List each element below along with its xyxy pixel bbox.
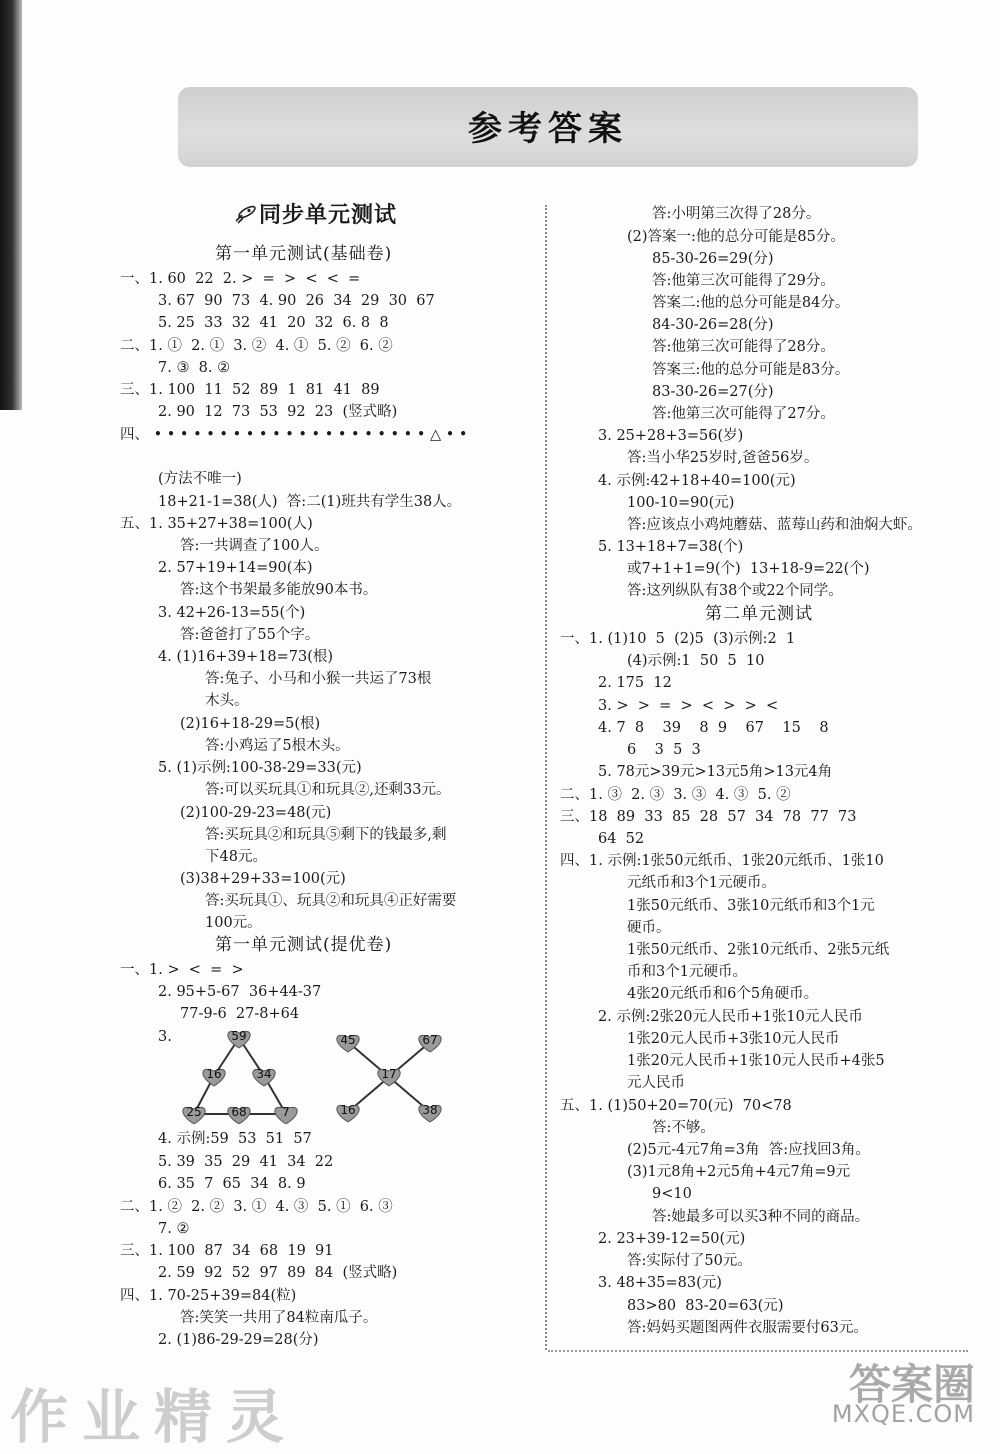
answer-line: 五、1. (1)50+20=70(元) 70<78 bbox=[560, 1098, 792, 1114]
answer-line: 答:小鸡运了5根木头。 bbox=[205, 738, 350, 754]
answer-line: 元纸币和3个1元硬币。 bbox=[627, 875, 776, 891]
answer-line: 下48元。 bbox=[205, 849, 267, 865]
subsection-title: 第一单元测试(基础卷) bbox=[215, 244, 393, 264]
answer-line: 或7+1+1=9(个) 13+18-9=22(个) bbox=[627, 561, 870, 577]
answer-line: 币和3个1元硬币。 bbox=[627, 964, 747, 980]
answer-line: 7. ② bbox=[158, 1221, 190, 1237]
answer-line: 2. 示例:2张20元人民币+1张10元人民币 bbox=[598, 1009, 863, 1025]
answer-line: 五、1. 35+27+38=100(人) bbox=[120, 516, 313, 532]
answer-line: 答:他第三次可能得了28分。 bbox=[652, 339, 835, 355]
book-spine-shadow bbox=[0, 0, 22, 410]
heart-number: 25 bbox=[186, 1105, 202, 1119]
answer-line: 三、1. 100 11 52 89 1 81 41 89 bbox=[120, 382, 380, 398]
answer-line: 2. 57+19+14=90(本) bbox=[158, 560, 313, 576]
watermark-left: 作业精灵 bbox=[10, 1383, 299, 1451]
answer-line: 1张50元纸币、2张10元纸币、2张5元纸 bbox=[627, 942, 890, 958]
answer-line: (3)38+29+33=100(元) bbox=[180, 871, 346, 887]
answer-line: 2. 23+39-12=50(元) bbox=[598, 1231, 746, 1247]
answer-line: (2)答案一:他的总分可能是85分。 bbox=[627, 229, 845, 245]
answer-line: 83-30-26=27(分) bbox=[652, 384, 774, 400]
answer-line: 4. 示例:59 53 51 57 bbox=[158, 1131, 312, 1147]
section-title: 同步单元测试 bbox=[259, 203, 398, 228]
answer-line: 4. 7 8 39 8 9 67 15 8 bbox=[598, 720, 829, 736]
answer-line: 木头。 bbox=[205, 693, 249, 709]
answer-line: 3. 25+28+3=56(岁) bbox=[598, 428, 744, 444]
answer-line: 5. 13+18+7=38(个) bbox=[598, 539, 744, 555]
answer-line: 答:当小华25岁时,爸爸56岁。 bbox=[627, 450, 819, 466]
answer-line: 答:她最多可以买3种不同的商品。 bbox=[652, 1209, 870, 1225]
answer-line: 18+21-1=38(人) 答:二(1)班共有学生38人。 bbox=[158, 494, 462, 510]
watermark-right: 答案圈 bbox=[848, 1360, 975, 1409]
answer-line: 3. > > = > < > > < bbox=[598, 698, 779, 714]
answer-line: 84-30-26=28(分) bbox=[652, 317, 774, 333]
answer-line: 答案二:他的总分可能是84分。 bbox=[652, 295, 850, 311]
answer-line: 答:一共调查了100人。 bbox=[180, 538, 329, 554]
answer-line: 85-30-26=29(分) bbox=[652, 251, 774, 267]
answer-line: 2. (1)86-29-29=28(分) bbox=[158, 1332, 319, 1348]
answer-line: 答案三:他的总分可能是83分。 bbox=[652, 362, 850, 378]
answer-line: 一、1. > < = > bbox=[120, 962, 244, 978]
answer-line: 6 3 5 3 bbox=[627, 742, 701, 758]
answer-line: (2)5元-4元7角=3角 答:应找回3角。 bbox=[627, 1142, 870, 1158]
answer-line: (4)示例:1 50 5 10 bbox=[627, 653, 765, 669]
answer-line: 3. 48+35=83(元) bbox=[598, 1275, 722, 1291]
answer-line: 4张20元纸币和6个5角硬币。 bbox=[627, 986, 819, 1002]
heart-number: 45 bbox=[340, 1033, 356, 1047]
column-divider bbox=[545, 205, 547, 1350]
answer-line: 二、1. ① 2. ① 3. ② 4. ① 5. ② 6. ② bbox=[120, 338, 393, 354]
answer-line: 77-9-6 27-8+64 bbox=[180, 1006, 300, 1022]
answer-line: 5. 39 35 29 41 34 22 bbox=[158, 1154, 334, 1170]
answer-line: 四、1. 示例:1张50元纸币、1张20元纸币、1张10 bbox=[560, 853, 884, 869]
heart-number: 34 bbox=[256, 1067, 272, 1081]
section-heading bbox=[233, 198, 397, 229]
heart-number: 16 bbox=[206, 1067, 222, 1081]
heart-number: 17 bbox=[381, 1067, 397, 1081]
answer-line: 64 52 bbox=[598, 831, 645, 847]
answer-line: 100-10=90(元) bbox=[627, 495, 735, 511]
answer-line: 答:可以买玩具①和玩具②,还剩33元。 bbox=[205, 782, 451, 798]
answer-line: 答:他第三次可能得了27分。 bbox=[652, 406, 835, 422]
heart-number: 16 bbox=[340, 1103, 356, 1117]
heart-number: 38 bbox=[422, 1103, 438, 1117]
answer-line: 四、1. 70-25+39=84(粒) bbox=[120, 1288, 297, 1304]
answer-line: 3. bbox=[158, 1029, 172, 1045]
answer-line: 答:爸爸打了55个字。 bbox=[180, 627, 320, 643]
answer-line: 3. 67 90 73 4. 90 26 34 29 30 67 bbox=[158, 293, 435, 309]
answer-line: 答:应该点小鸡炖蘑菇、蓝莓山药和油焖大虾。 bbox=[627, 517, 922, 533]
heart-number: 68 bbox=[231, 1105, 247, 1119]
title-banner bbox=[178, 87, 918, 167]
answer-line: 答:这个书架最多能放90本书。 bbox=[180, 582, 378, 598]
answer-line: 100元。 bbox=[205, 915, 262, 931]
answer-line: 3. 42+26-13=55(个) bbox=[158, 605, 306, 621]
answer-line: 5. 78元>39元>13元5角>13元4角 bbox=[598, 764, 833, 780]
answer-line: 1张20元人民币+1张10元人民币+4张5 bbox=[627, 1053, 885, 1069]
answer-line: 答:这列纵队有38个或22个同学。 bbox=[627, 583, 843, 599]
answer-line: 答:笑笑一共用了84粒南瓜子。 bbox=[180, 1310, 378, 1326]
answer-line: 二、1. ② 2. ② 3. ① 4. ③ 5. ① 6. ③ bbox=[120, 1199, 393, 1215]
answer-line: 三、18 89 33 85 28 57 34 78 77 73 bbox=[560, 809, 857, 825]
answer-line: 83>80 83-20=63(元) bbox=[627, 1298, 784, 1314]
rocket-icon bbox=[233, 204, 257, 224]
answer-line: 一、1. (1)10 5 (2)5 (3)示例:2 1 bbox=[560, 631, 796, 647]
answer-line: 答:实际付了50元。 bbox=[627, 1253, 752, 1269]
answer-line: 2. 59 92 52 97 89 84 (竖式略) bbox=[158, 1265, 398, 1281]
answer-line: 5. (1)示例:100-38-29=33(元) bbox=[158, 760, 362, 776]
answer-line: 4. 示例:42+18+40=100(元) bbox=[598, 473, 796, 489]
answer-line: 4. (1)16+39+18=73(根) bbox=[158, 649, 334, 665]
answer-line: 1张50元纸币、3张10元纸币和3个1元 bbox=[627, 898, 875, 914]
answer-line: (方法不唯一) bbox=[158, 471, 242, 487]
answer-line: 7. ③ 8. ② bbox=[158, 360, 231, 376]
answer-line: 2. 90 12 73 53 92 23 (竖式略) bbox=[158, 404, 398, 420]
answer-line: 答:他第三次可能得了29分。 bbox=[652, 273, 835, 289]
answer-line: 答:买玩具①、玩具②和玩具④正好需要 bbox=[205, 893, 457, 909]
answer-line: 答:不够。 bbox=[652, 1120, 715, 1136]
heart-number: 67 bbox=[422, 1033, 438, 1047]
answer-line: 答:买玩具②和玩具⑤剩下的钱最多,剩 bbox=[205, 827, 447, 843]
subsection-title: 第一单元测试(提优卷) bbox=[215, 935, 393, 955]
answer-line: 三、1. 100 87 34 68 19 91 bbox=[120, 1243, 334, 1259]
answer-line: 5. 25 33 32 41 20 32 6. 8 8 bbox=[158, 315, 389, 331]
answer-line: 硬币。 bbox=[627, 920, 671, 936]
answer-line: (3)1元8角+2元5角+4元7角=9元 bbox=[627, 1164, 851, 1180]
answer-line: 一、1. 60 22 2. > = > < < = bbox=[120, 271, 361, 287]
answer-line: 答:小明第三次得了28分。 bbox=[652, 206, 821, 222]
answer-line: 答:兔子、小马和小猴一共运了73根 bbox=[205, 671, 432, 687]
answer-line: 2. 175 12 bbox=[598, 675, 672, 691]
answer-line: 2. 95+5-67 36+44-37 bbox=[158, 984, 322, 1000]
answer-line: 答:妈妈买题图两件衣服需要付63元。 bbox=[627, 1320, 868, 1336]
answer-line: 二、1. ③ 2. ③ 3. ③ 4. ③ 5. ② bbox=[560, 787, 791, 803]
heart-number: 7 bbox=[282, 1105, 290, 1119]
answer-line: 6. 35 7 65 34 8. 9 bbox=[158, 1176, 306, 1192]
watermark-url: MXQE.COM bbox=[831, 1400, 975, 1428]
heart-number: 59 bbox=[231, 1029, 247, 1043]
answer-line: 四、 • • • • • • • • • • • • • • • • • • • • • △ • • bbox=[120, 427, 468, 443]
answer-line: (2)16+18-29=5(根) bbox=[180, 716, 321, 732]
answer-line: (2)100-29-23=48(元) bbox=[180, 805, 332, 821]
subsection-title: 第二单元测试 bbox=[705, 604, 813, 624]
answer-line: 1张20元人民币+3张10元人民币 bbox=[627, 1031, 840, 1047]
page-title: 参考答案 bbox=[468, 109, 628, 149]
answer-line: 9<10 bbox=[652, 1186, 692, 1202]
answer-line: 元人民币 bbox=[627, 1075, 685, 1091]
